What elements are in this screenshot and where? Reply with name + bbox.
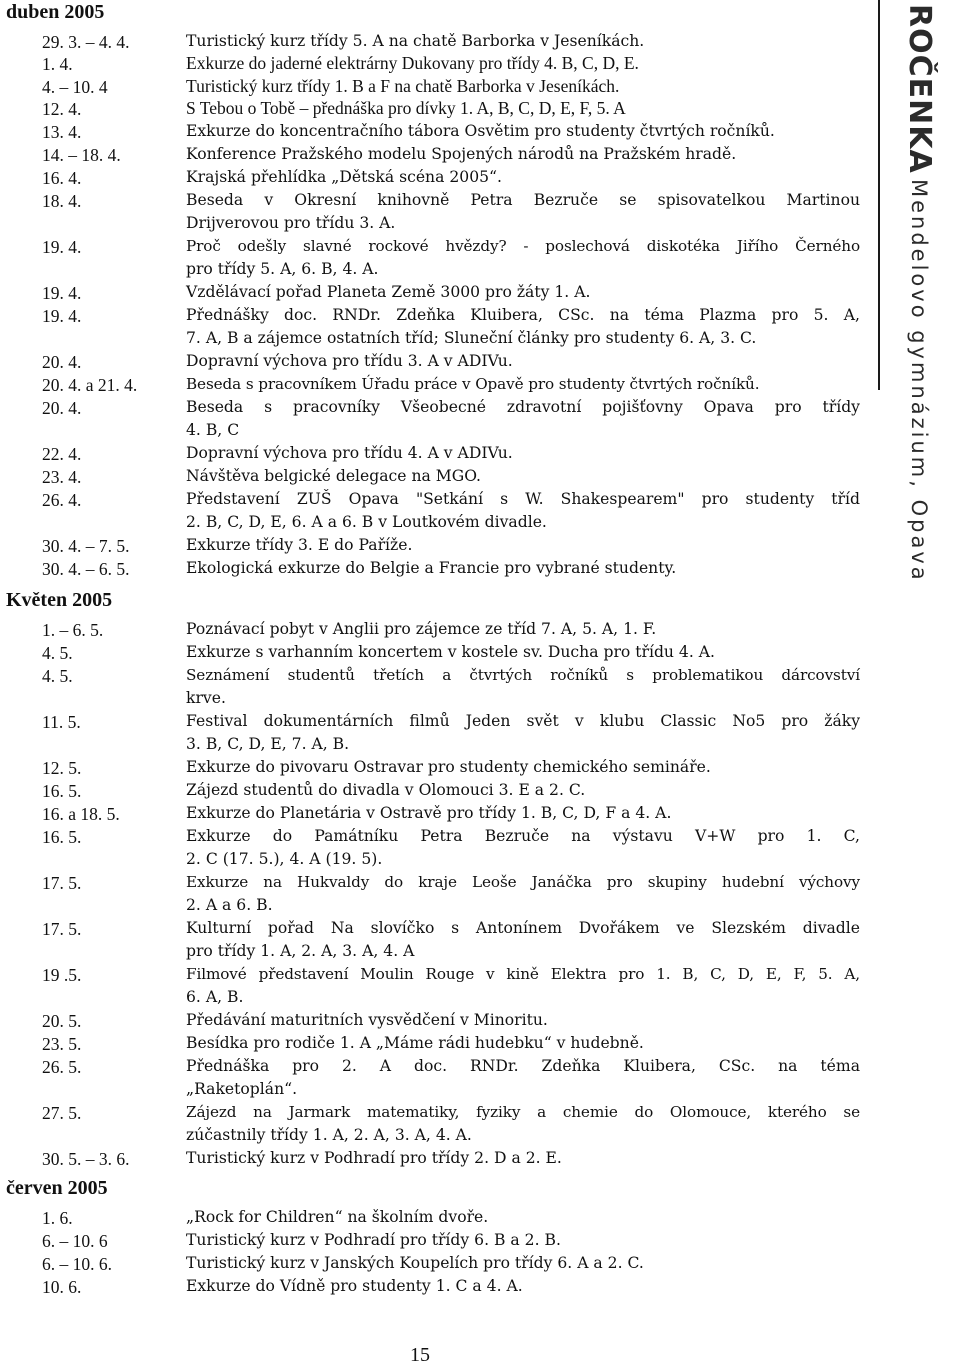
event-date: 16. 5. [42,781,82,801]
event-description: Filmové představení Moulin Rouge v kině Elektra pro 1. B, C, D, E, F, 5. A, [186,965,860,983]
event-date: 17. 5. [42,873,82,893]
event-description: Exkurze třídy 3. E do Paříže. [186,536,413,554]
event-description: Návštěva belgické delegace na MGO. [186,467,482,485]
event-date: 30. 4. – 6. 5. [42,559,130,579]
side-banner [878,0,960,583]
event-date: 4. 5. [42,643,73,663]
event-date: 12. 5. [42,758,82,778]
month-heading: duben 2005 [6,1,105,23]
event-description: Besídka pro rodiče 1. A „Máme rádi hudebku“ v hudebně. [186,1034,644,1052]
event-description: Turistický kurz v Podhradí pro třídy 6. B a 2. B. [186,1231,561,1249]
event-description: Exkurze do Památníku Petra Bezruče na výstavu V+W pro 1. C, [186,827,860,845]
event-date: 27. 5. [42,1103,82,1123]
event-date: 26. 4. [42,490,82,510]
event-description: 2. C (17. 5.), 4. A (19. 5). [186,850,383,868]
event-description: pro třídy 1. A, 2. A, 3. A, 4. A [186,942,415,960]
event-date: 6. – 10. 6 [42,1231,108,1251]
event-date: 30. 5. – 3. 6. [42,1149,130,1169]
event-description: Exkurze do koncentračního tábora Osvětim pro studenty čtvrtých ročníků. [186,122,775,140]
event-description: Turistický kurz třídy 1. B a F na chatě Barborka v Jeseníkách. [186,76,620,96]
event-description: Přednášky doc. RNDr. Zdeňka Kluibera, CSc. na téma Plazma pro 5. A, [186,306,860,324]
event-description: Ekologická exkurze do Belgie a Francie pro vybrané studenty. [186,559,677,577]
event-description: Drijverovou pro třídu 3. A. [186,214,396,232]
event-date: 16. 5. [42,827,82,847]
event-description: Exkurze do Planetária v Ostravě pro třídy 1. B, C, D, F a 4. A. [186,804,672,822]
event-description: 3. B, C, D, E, 7. A, B. [186,735,350,753]
event-description: Vzdělávací pořad Planeta Země 3000 pro žáty 1. A. [186,283,591,301]
event-description: Proč odešly slavné rockové hvězdy? - poslechová diskotéka Jiřího Černého [186,237,860,255]
event-description: Beseda s pracovníky Všeobecné zdravotní pojišťovny Opava pro třídy [186,398,860,416]
event-date: 16. 4. [42,168,82,188]
event-description: 4. B, C [186,421,240,439]
event-description: Krajská přehlídka „Dětská scéna 2005“. [186,168,502,186]
event-description: Exkurze do Vídně pro studenty 1. C a 4. A. [186,1277,523,1295]
event-description: Exkurze na Hukvaldy do kraje Leoše Janáčka pro skupiny hudební výchovy [186,873,860,891]
event-description: krve. [186,689,226,707]
event-description: Zájezd studentů do divadla v Olomouci 3. E a 2. C. [186,781,586,799]
event-date: 1. 4. [42,54,73,74]
event-date: 4. 5. [42,666,73,686]
event-description: Dopravní výchova pro třídu 4. A v ADIVu. [186,444,513,462]
event-description: Představení ZUŠ Opava "Setkání s W. Shakespearem" pro studenty tříd [186,490,860,508]
event-date: 19. 4. [42,237,82,257]
event-description: Poznávací pobyt v Anglii pro zájemce ze tříd 7. A, 5. A, 1. F. [186,620,657,638]
event-date: 20. 4. [42,352,82,372]
event-description: Předávání maturitních vysvědčení v Minoritu. [186,1011,548,1029]
event-description: Konference Pražského modelu Spojených národů na Pražském hradě. [186,145,737,163]
event-description: Beseda v Okresní knihovně Petra Bezruče se spisovatelkou Martinou [186,191,860,209]
event-description: 2. B, C, D, E, 6. A a 6. B v Loutkovém divadle. [186,513,547,531]
event-description: 2. A a 6. B. [186,896,273,914]
event-description: Exkurze do pivovaru Ostravar pro studenty chemického semináře. [186,758,711,776]
event-date: 13. 4. [42,122,82,142]
event-date: 20. 4. [42,398,82,418]
event-date: 1. – 6. 5. [42,620,104,640]
event-date: 19. 4. [42,306,82,326]
side-banner-title: ROČENKA [902,4,937,174]
event-description: Kulturní pořad Na slovíčko s Antonínem Dvořákem ve Slezském divadle [186,919,860,937]
event-date: 17. 5. [42,919,82,939]
event-date: 12. 4. [42,99,82,119]
event-description: Turistický kurz třídy 5. A na chatě Barborka v Jeseníkách. [186,32,645,50]
event-date: 23. 4. [42,467,82,487]
event-description: Beseda s pracovníkem Úřadu práce v Opavě pro studenty čtvrtých ročníků. [186,375,760,393]
event-date: 10. 6. [42,1277,82,1297]
event-date: 30. 4. – 7. 5. [42,536,130,556]
event-description: 7. A, B a zájemce ostatních tříd; Sluneční články pro studenty 6. A, 3. C. [186,329,757,347]
event-date: 4. – 10. 4 [42,77,108,97]
event-description: „Rock for Children“ na školním dvoře. [186,1208,489,1226]
event-date: 20. 5. [42,1011,82,1031]
event-description: S Tebou o Tobě – přednáška pro dívky 1. A, B, C, D, E, F, 5. A [186,98,626,118]
event-date: 19. 4. [42,283,82,303]
event-date: 26. 5. [42,1057,82,1077]
event-date: 11. 5. [42,712,81,732]
event-description: zúčastnily třídy 1. A, 2. A, 3. A, 4. A. [186,1126,472,1144]
event-date: 19 .5. [42,965,82,985]
event-description: Seznámení studentů třetích a čtvrtých ročníků s problematikou dárcovství [186,666,860,684]
month-heading: Květen 2005 [6,589,113,611]
event-date: 14. – 18. 4. [42,145,121,165]
event-date: 16. a 18. 5. [42,804,120,824]
event-description: „Raketoplán“. [186,1080,298,1098]
event-date: 1. 6. [42,1208,73,1228]
event-description: pro třídy 5. A, 6. B, 4. A. [186,260,379,278]
event-description: Dopravní výchova pro třídu 3. A v ADIVu. [186,352,513,370]
event-description: Turistický kurz v Podhradí pro třídy 2. D a 2. E. [186,1149,562,1167]
event-description: Přednáška pro 2. A doc. RNDr. Zdeňka Kluibera, CSc. na téma [186,1057,860,1075]
event-date: 20. 4. a 21. 4. [42,375,138,395]
page-number: 15 [410,1344,430,1366]
event-description: 6. A, B. [186,988,244,1006]
event-description: Zájezd na Jarmark matematiky, fyziky a chemie do Olomouce, kterého se [186,1103,860,1121]
event-date: 29. 3. – 4. 4. [42,32,130,52]
event-description: Exkurze s varhanním koncertem v kostele sv. Ducha pro třídu 4. A. [186,643,715,661]
event-date: 23. 5. [42,1034,82,1054]
event-description: Festival dokumentárních filmů Jeden svět v klubu Classic No5 pro žáky [186,712,860,730]
side-banner-text [902,4,937,582]
month-heading: červen 2005 [6,1177,108,1199]
side-banner-subtitle: Mendelovo gymnázium, Opava [907,178,931,583]
event-date: 6. – 10. 6. [42,1254,112,1274]
event-description: Turistický kurz v Janských Koupelích pro třídy 6. A a 2. C. [186,1254,644,1272]
event-description: Exkurze do jaderné elektrárny Dukovany pro třídy 4. B, C, D, E. [186,53,639,73]
event-date: 18. 4. [42,191,82,211]
event-date: 22. 4. [42,444,82,464]
